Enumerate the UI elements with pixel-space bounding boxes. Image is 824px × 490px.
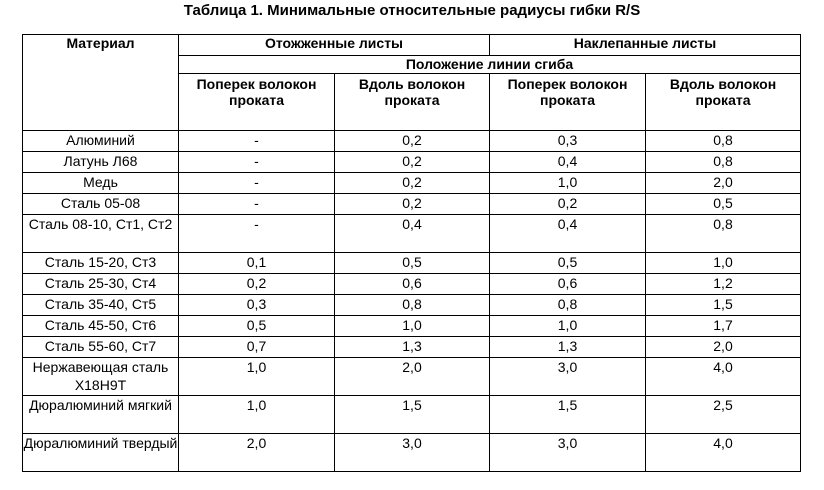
value-cell: 0,2 [335,194,490,215]
value-cell: 3,0 [490,358,646,396]
table-title: Таблица 1. Минимальные относительные радиусы гибки R/S [183,2,641,19]
value-cell: 1,0 [490,173,646,194]
value-cell: 1,2 [646,274,801,295]
value-cell: 4,0 [646,358,801,396]
material-cell: Алюминий [23,131,179,152]
value-cell: 0,3 [490,131,646,152]
value-cell: 3,0 [335,434,490,472]
header-bend-line: Положение линии сгиба [179,56,801,74]
value-cell: 1,0 [646,253,801,274]
material-cell: Сталь 08-10, Ст1, Ст2 [23,215,179,253]
value-cell: 0,4 [490,152,646,173]
value-cell: 0,5 [646,194,801,215]
value-cell: - [179,173,335,194]
value-cell: 0,2 [335,152,490,173]
value-cell: 2,0 [646,173,801,194]
value-cell: 0,2 [335,173,490,194]
value-cell: 0,3 [179,295,335,316]
value-cell: 1,0 [179,358,335,396]
table-row [23,194,801,215]
table-row [23,337,801,358]
value-cell: 1,0 [335,316,490,337]
value-cell: 1,5 [490,396,646,434]
value-cell: 3,0 [490,434,646,472]
header-material: Материал [23,35,179,131]
table-row [23,131,801,152]
table-row [23,152,801,173]
material-cell: Сталь 25-30, Ст4 [23,274,179,295]
value-cell: - [179,215,335,253]
table-row [23,274,801,295]
bend-radius-table [22,34,801,472]
table-row [23,253,801,274]
value-cell: 2,0 [335,358,490,396]
value-cell: 2,5 [646,396,801,434]
material-cell: Медь [23,173,179,194]
value-cell: 0,5 [335,253,490,274]
value-cell: 0,8 [646,152,801,173]
value-cell: 0,7 [179,337,335,358]
header-workhardened: Наклепанные листы [490,35,801,56]
header-annealed-across: Поперек волокон проката [179,74,335,131]
header-workhardened-along: Вдоль волокон проката [646,74,801,131]
table-row [23,173,801,194]
value-cell: - [179,194,335,215]
table-row [23,396,801,434]
material-cell: Латунь Л68 [23,152,179,173]
value-cell: 0,2 [490,194,646,215]
value-cell: 1,3 [490,337,646,358]
material-cell: Сталь 55-60, Ст7 [23,337,179,358]
value-cell: 1,5 [335,396,490,434]
header-annealed: Отожженные листы [179,35,490,56]
material-cell: Нержавеющая сталь Х18Н9Т [23,358,179,396]
table-row [23,215,801,253]
value-cell: 1,5 [646,295,801,316]
value-cell: 0,6 [335,274,490,295]
material-cell: Дюралюминий мягкий [23,396,179,434]
value-cell: 0,5 [179,316,335,337]
value-cell: 0,8 [335,295,490,316]
material-cell: Сталь 05-08 [23,194,179,215]
table-row [23,316,801,337]
value-cell: 0,4 [490,215,646,253]
table-row [23,358,801,396]
material-cell: Сталь 35-40, Ст5 [23,295,179,316]
value-cell: - [179,152,335,173]
table-row [23,434,801,472]
material-cell: Сталь 15-20, Ст3 [23,253,179,274]
value-cell: 0,8 [646,131,801,152]
value-cell: 1,0 [179,396,335,434]
value-cell: 0,6 [490,274,646,295]
value-cell: 2,0 [179,434,335,472]
value-cell: 1,7 [646,316,801,337]
value-cell: 0,8 [646,215,801,253]
value-cell: 0,8 [490,295,646,316]
value-cell: 0,4 [335,215,490,253]
header-workhardened-across: Поперек волокон проката [490,74,646,131]
value-cell: 0,1 [179,253,335,274]
value-cell: - [179,131,335,152]
value-cell: 2,0 [646,337,801,358]
table-row [23,295,801,316]
value-cell: 4,0 [646,434,801,472]
value-cell: 0,5 [490,253,646,274]
material-cell: Сталь 45-50, Ст6 [23,316,179,337]
value-cell: 0,2 [179,274,335,295]
value-cell: 1,0 [490,316,646,337]
material-cell: Дюралюминий твердый [23,434,179,472]
header-annealed-along: Вдоль волокон проката [335,74,490,131]
value-cell: 0,2 [335,131,490,152]
value-cell: 1,3 [335,337,490,358]
